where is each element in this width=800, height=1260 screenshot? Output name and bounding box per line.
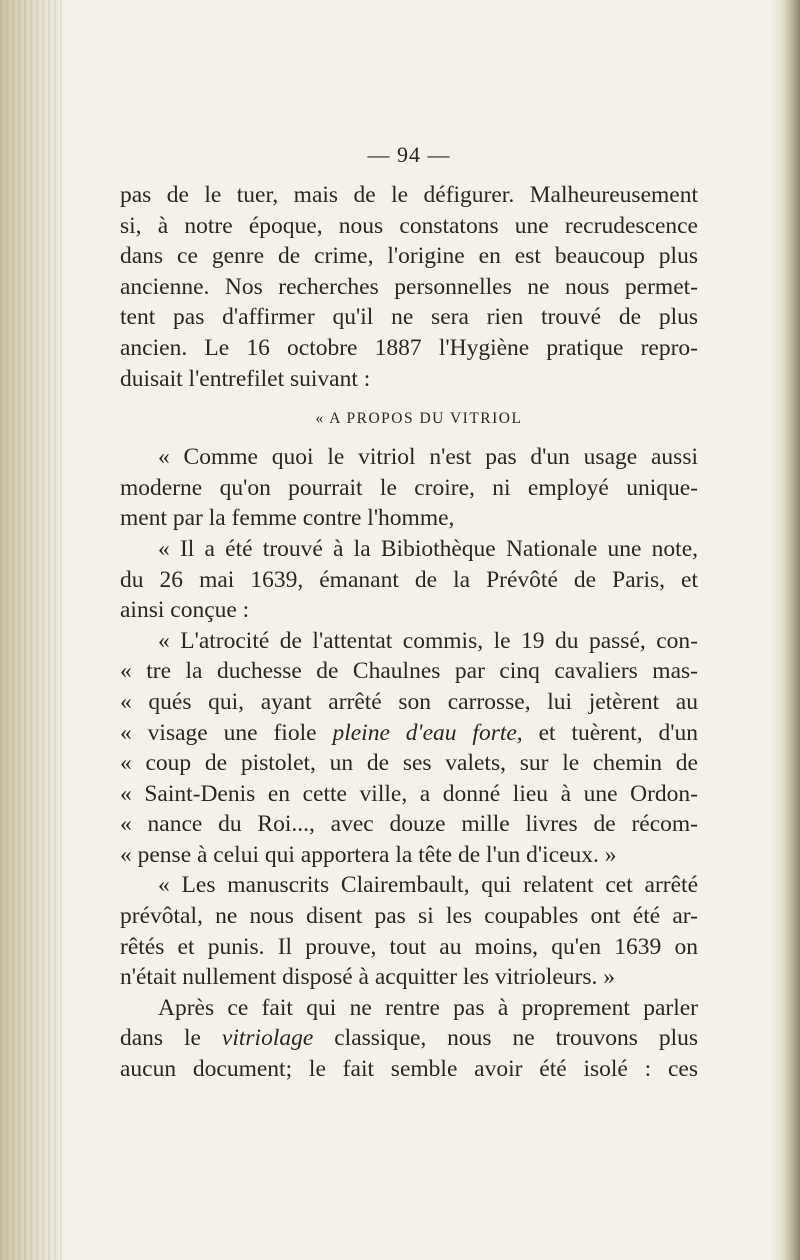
text-line: tent pas d'affirmer qu'il ne sera rien trouvé de plus	[120, 304, 698, 331]
text-segment: classique, nous ne trouvons plus	[313, 1025, 698, 1052]
text-segment: « visage une fiole	[120, 719, 333, 746]
text-line: ancienne. Nos recherches personnelles ne nous permet-	[120, 273, 698, 300]
text-line: moderne qu'on pourrait le croire, ni employé unique-	[120, 474, 698, 501]
text-line: dans ce genre de crime, l'origine en est beaucoup plus	[120, 243, 698, 270]
text-line: pas de le tuer, mais de le défigurer. Malheureusement	[120, 182, 698, 208]
italic-text: pleine d'eau forte	[332, 719, 517, 746]
paragraph-intro	[120, 180, 698, 394]
text-line: « Comme quoi le vitriol n'est pas d'un usage aussi	[158, 444, 698, 471]
text-line: « nance du Roi..., avec douze mille livres de récom-	[120, 811, 698, 838]
italic-text: vitriolage	[221, 1025, 314, 1052]
text-line: « pense à celui qui apportera la tête de l'un d'iceux. »	[120, 841, 617, 868]
text-line: Après ce fait qui ne rentre pas à proprement parler	[158, 994, 698, 1021]
text-line: « Les manuscrits Clairembault, qui relatent cet arrêté	[158, 872, 698, 899]
text-segment: dans le	[120, 1025, 222, 1052]
paragraph-quote-1	[120, 442, 698, 534]
text-line: « Saint-Denis en cette ville, a donné lieu à une Ordon-	[120, 780, 698, 807]
text-line: « L'atrocité de l'attentat commis, le 19 du passé, con-	[158, 627, 698, 654]
paragraph-quote-2	[120, 534, 698, 626]
text-line: « Il a été trouvé à la Bibiothèque Nationale une note,	[158, 535, 698, 562]
paragraph-manuscripts	[120, 870, 698, 992]
text-line: duisait l'entrefilet suivant :	[120, 365, 371, 392]
text-line	[120, 718, 698, 749]
page-outer-edge	[770, 0, 800, 1260]
text-line: aucun document; le fait semble avoir été isolé : ces	[120, 1056, 698, 1083]
text-line: ainsi conçue :	[120, 597, 250, 624]
text-line: si, à notre époque, nous constatons une recrudescence	[120, 212, 698, 239]
paragraph-conclusion	[120, 993, 698, 1085]
text-line: n'était nullement disposé à acquitter les vitrioleurs. »	[120, 964, 615, 991]
text-line: du 26 mai 1639, émanant de la Prévôté de Paris, et	[120, 566, 698, 593]
paragraph-ordinance-quote	[120, 626, 698, 871]
page-binding-edge	[0, 0, 62, 1260]
text-line	[120, 1023, 698, 1054]
text-line: ment par la femme contre l'homme,	[120, 505, 455, 532]
text-line: « coup de pistolet, un de ses valets, sur le chemin de	[120, 750, 698, 777]
page-number: — 94 —	[367, 142, 451, 167]
text-segment: , et tuèrent, d'un	[516, 719, 698, 746]
text-line: rêtés et punis. Il prouve, tout au moins, qu'en 1639 on	[120, 933, 698, 960]
text-line: « qués qui, ayant arrêté son carrosse, lui jetèrent au	[120, 688, 698, 715]
text-line: ancien. Le 16 octobre 1887 l'Hygiène pratique repro-	[120, 334, 698, 361]
section-heading: « A PROPOS DU VITRIOL	[315, 410, 523, 428]
document-page	[120, 142, 698, 1085]
text-line: prévôtal, ne nous disent pas si les coupables ont été ar-	[120, 903, 698, 930]
text-line: « tre la duchesse de Chaulnes par cinq cavaliers mas-	[120, 658, 698, 685]
